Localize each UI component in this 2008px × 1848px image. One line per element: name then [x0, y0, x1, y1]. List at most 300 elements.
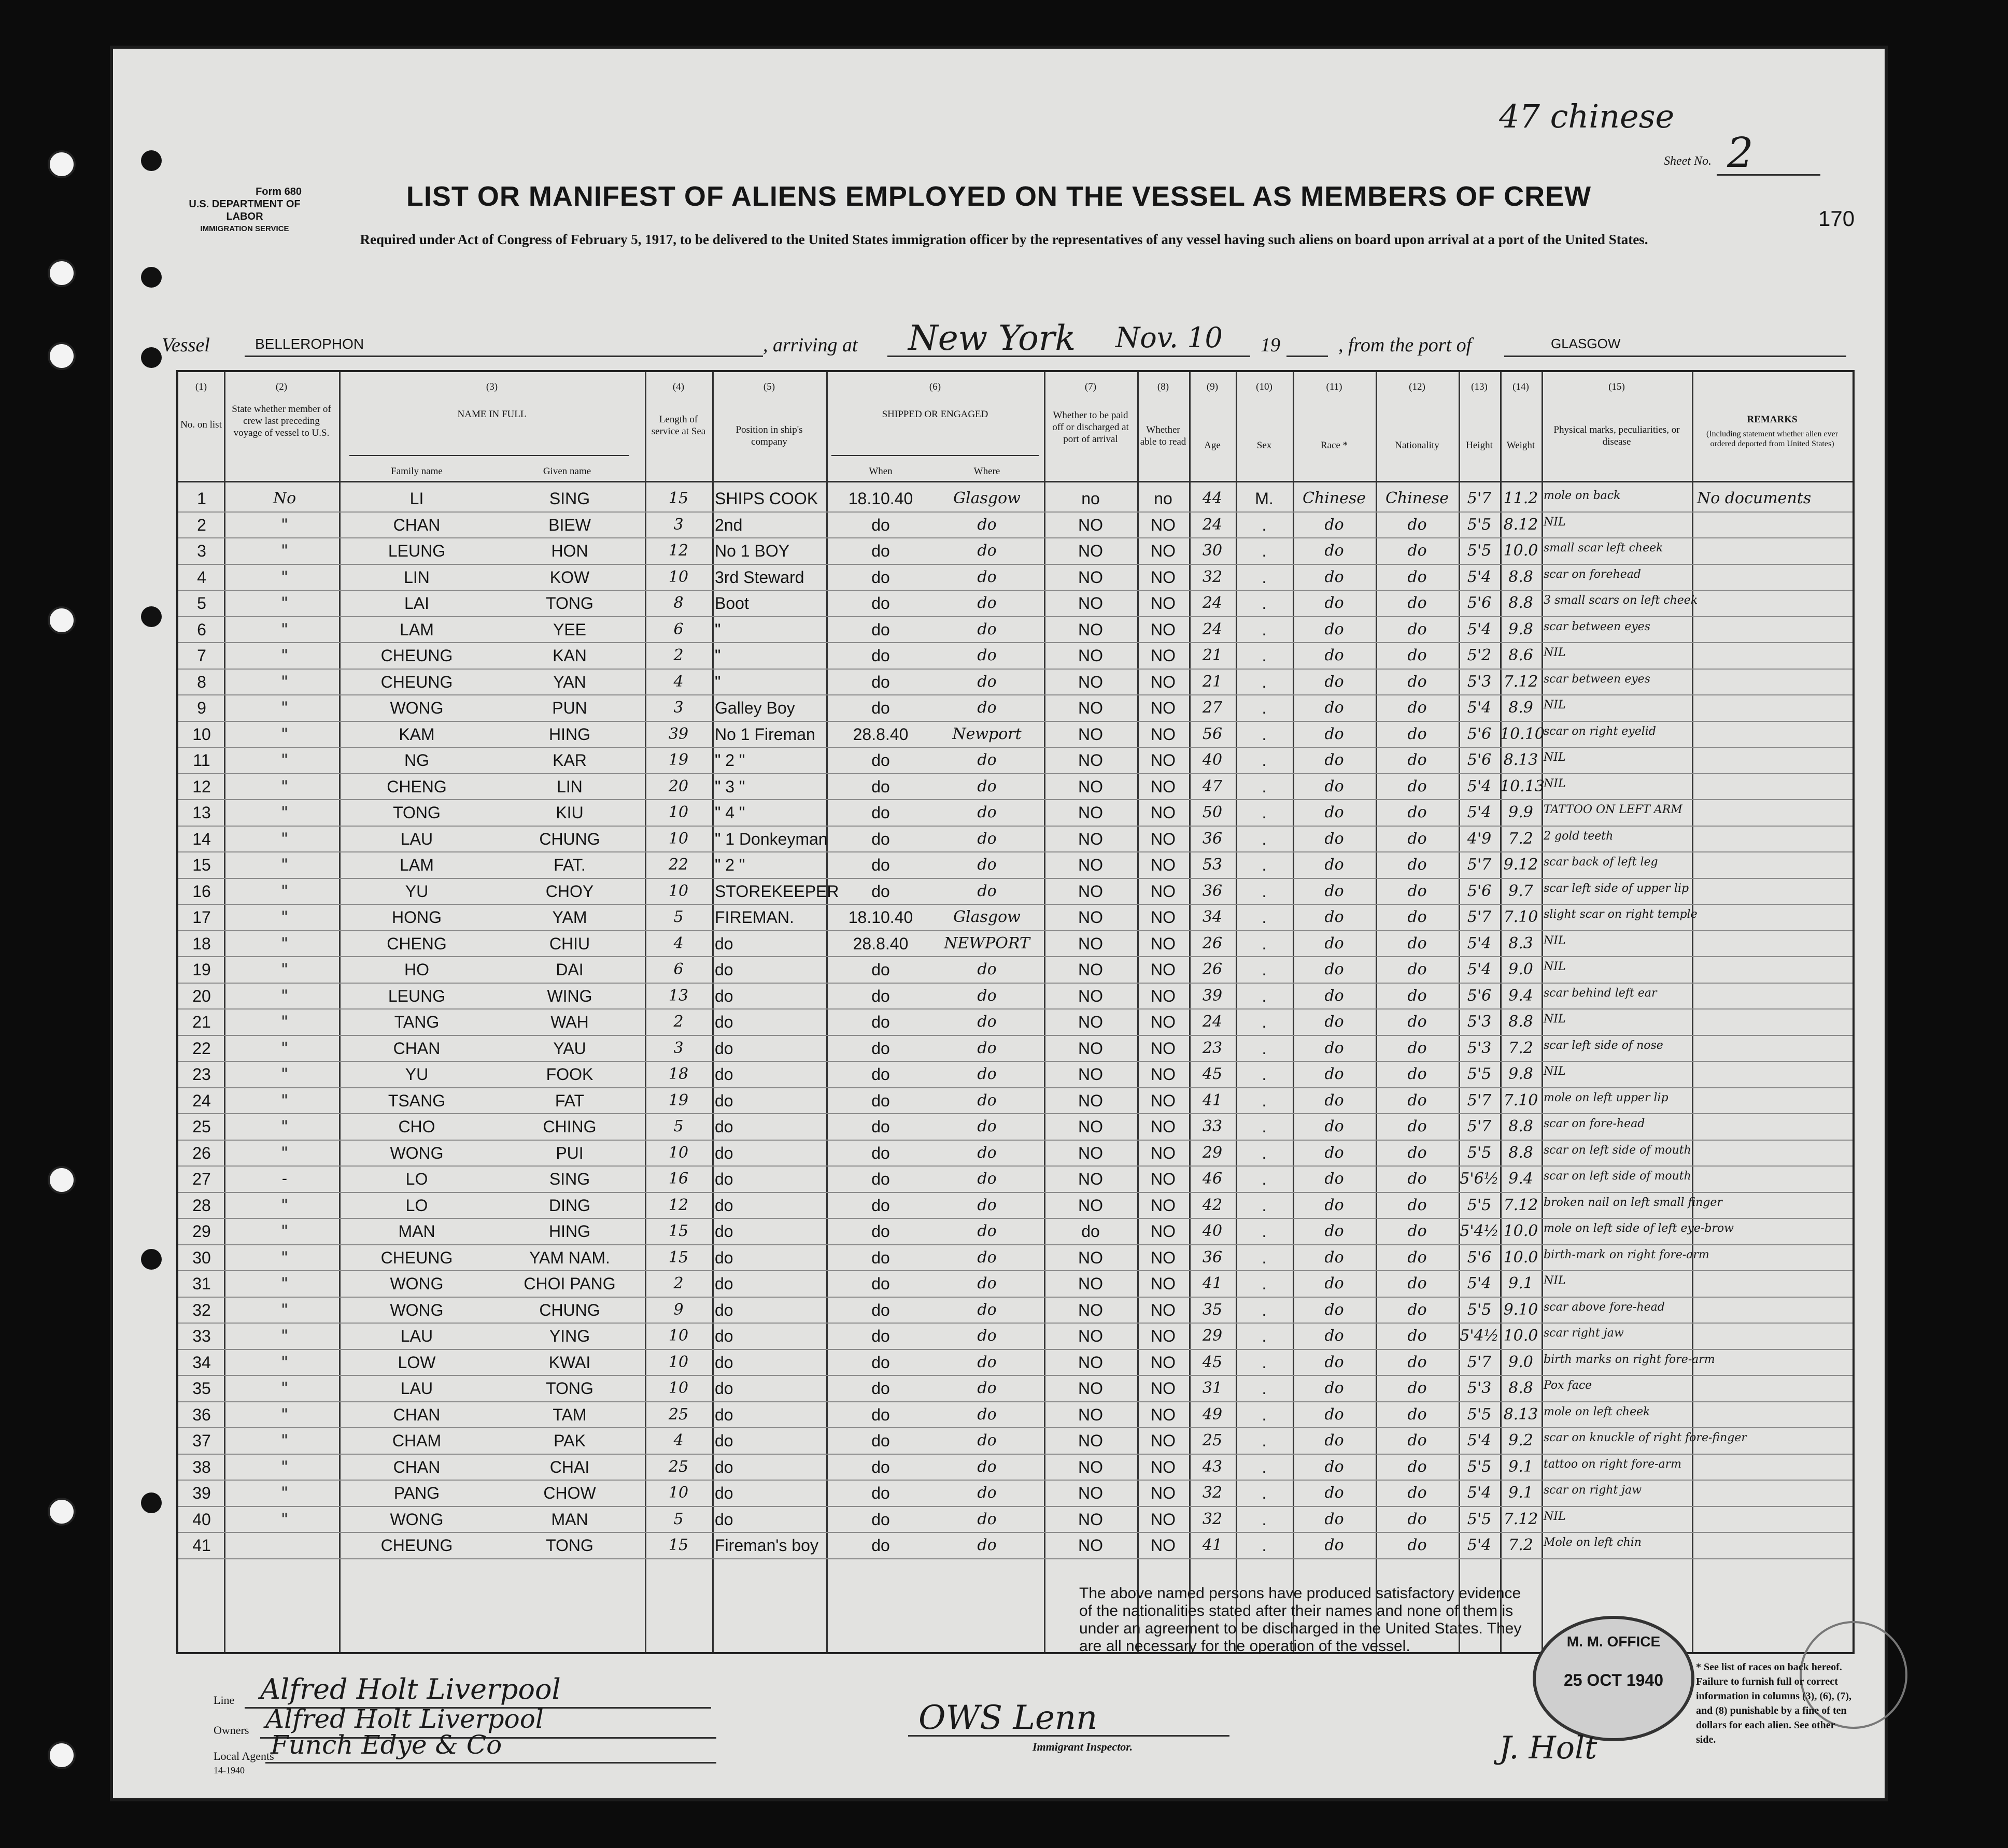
cell-family: HONG	[392, 908, 442, 927]
service-name: IMMIGRATION SERVICE	[200, 224, 289, 233]
sheet-number: 2	[1727, 129, 1754, 177]
row-rule	[178, 1270, 1853, 1271]
cell-race: do	[1324, 567, 1344, 586]
cell-sex: .	[1262, 646, 1267, 665]
cell-position: do	[715, 1143, 733, 1162]
cell-race: do	[1324, 1431, 1344, 1449]
cell-no: 12	[192, 777, 211, 796]
cell-height: 5'5	[1467, 1196, 1492, 1214]
cell-given: YAM	[552, 908, 587, 927]
cell-height: 5'4	[1467, 934, 1492, 953]
cell-height: 5'6	[1467, 1248, 1492, 1267]
cell-age: 41	[1202, 1091, 1223, 1110]
year-label: 19	[1261, 334, 1280, 356]
cell-nat: do	[1407, 1013, 1427, 1031]
cell-height: 5'5	[1467, 1143, 1492, 1162]
cell-marks: scar on right eyelid	[1544, 724, 1656, 738]
cell-age: 40	[1202, 751, 1223, 769]
cell-race: do	[1324, 1484, 1344, 1502]
cell-family: LO	[405, 1170, 428, 1188]
row-rule	[178, 930, 1853, 931]
cell-read: NO	[1151, 751, 1176, 770]
cell-weight: 8.8	[1508, 567, 1533, 586]
cell-given: WING	[547, 986, 592, 1005]
cell-age: 21	[1202, 646, 1223, 664]
cell-where: do	[977, 515, 997, 534]
header-last-voyage: State whether member of crew last preceding voyage of vessel to U.S.	[232, 404, 331, 438]
header-height: Height	[1466, 440, 1493, 451]
cell-read: NO	[1151, 699, 1176, 717]
cell-when: do	[871, 620, 890, 639]
cell-marks: scar behind left ear	[1544, 986, 1657, 1000]
cell-prev: -	[281, 1170, 288, 1188]
cell-family: WONG	[390, 1143, 444, 1162]
cell-weight: 9.1	[1508, 1457, 1533, 1476]
cell-where: do	[977, 542, 997, 560]
cell-given: KOW	[549, 567, 590, 587]
cell-given: PUI	[556, 1143, 584, 1162]
cell-no: 39	[192, 1484, 211, 1502]
agents-label: Local Agents	[214, 1750, 274, 1762]
cell-sex: .	[1262, 1536, 1267, 1555]
cell-marks: NIL	[1544, 751, 1566, 764]
cell-race: do	[1324, 751, 1344, 769]
cell-age: 36	[1202, 882, 1223, 900]
cell-race: do	[1324, 1091, 1344, 1110]
row-rule	[178, 1323, 1853, 1324]
cell-nat: do	[1407, 1065, 1427, 1083]
cell-paid: NO	[1078, 829, 1103, 848]
header-name-in-full: NAME IN FULL	[457, 409, 527, 420]
cell-read: NO	[1151, 646, 1176, 665]
cell-sex: .	[1262, 1484, 1267, 1502]
cell-read: NO	[1151, 829, 1176, 848]
cell-service: 10	[668, 567, 689, 586]
header-nationality: Nationality	[1395, 440, 1439, 451]
page-title: LIST OR MANIFEST OF ALIENS EMPLOYED ON THE VESSEL AS MEMBERS OF CREW	[406, 181, 1592, 212]
cell-position: do	[715, 1327, 733, 1345]
cell-read: NO	[1151, 1510, 1176, 1529]
cell-marks: NIL	[1544, 515, 1566, 529]
cell-nat: do	[1407, 960, 1427, 978]
cell-position: do	[715, 1300, 733, 1319]
cell-paid: NO	[1078, 594, 1103, 613]
cell-where: do	[977, 1117, 997, 1135]
cell-height: 5'3	[1467, 1039, 1492, 1057]
cell-service: 16	[668, 1170, 689, 1188]
cell-when: do	[871, 1353, 890, 1372]
cell-position: do	[715, 1065, 733, 1084]
cell-height: 5'3	[1467, 1379, 1492, 1397]
binder-punch	[141, 150, 162, 171]
cell-no: 40	[192, 1510, 211, 1529]
cell-when: do	[871, 1457, 890, 1476]
cell-given: CHIU	[549, 934, 590, 953]
cell-when: do	[871, 1431, 890, 1450]
cell-no: 17	[192, 908, 211, 927]
cell-paid: NO	[1078, 1013, 1103, 1031]
cell-no: 34	[192, 1353, 211, 1372]
row-rule	[178, 642, 1853, 643]
row-rule	[178, 1506, 1853, 1507]
cell-race: do	[1324, 986, 1344, 1005]
cell-weight: 9.2	[1508, 1431, 1533, 1449]
row-rule	[178, 799, 1853, 800]
cell-age: 49	[1202, 1405, 1223, 1424]
cell-paid: NO	[1078, 1196, 1103, 1215]
cell-when: do	[871, 1065, 890, 1084]
cell-paid: NO	[1078, 856, 1103, 874]
cell-family: TANG	[394, 1013, 440, 1031]
cell-paid: NO	[1078, 1353, 1103, 1372]
cell-age: 25	[1202, 1431, 1223, 1449]
cell-service: 39	[668, 724, 689, 743]
cell-given: CHUNG	[539, 1300, 600, 1319]
cell-family: NG	[404, 751, 429, 770]
cell-weight: 7.10	[1503, 908, 1538, 926]
cell-race: do	[1324, 856, 1344, 874]
cell-no: 18	[192, 934, 211, 953]
cell-age: 50	[1202, 803, 1223, 821]
cell-service: 3	[673, 1039, 684, 1057]
cell-prev: "	[281, 1484, 288, 1502]
cell-read: NO	[1151, 1091, 1176, 1110]
cell-height: 5'4	[1467, 960, 1492, 978]
departure-port: GLASGOW	[1551, 336, 1621, 351]
cell-no: 5	[197, 594, 206, 613]
cell-where: do	[977, 1300, 997, 1319]
cell-family: LAI	[404, 594, 430, 613]
manifest-page	[110, 46, 1888, 1801]
cell-age: 36	[1202, 1248, 1223, 1267]
cell-service: 5	[673, 908, 684, 926]
line-value: Alfred Holt Liverpool	[260, 1673, 561, 1705]
cell-prev: "	[281, 829, 288, 848]
cell-when: do	[871, 1248, 890, 1267]
col6-number: (6)	[929, 381, 941, 392]
cell-when: do	[871, 699, 890, 717]
cell-marks: scar between eyes	[1544, 672, 1650, 686]
cell-given: HING	[549, 724, 590, 744]
cell-paid: NO	[1078, 908, 1103, 927]
cell-nat: do	[1407, 515, 1427, 534]
cell-prev: "	[281, 1510, 288, 1528]
cell-service: 10	[668, 1327, 689, 1345]
cell-given: MAN	[551, 1510, 588, 1529]
row-rule	[178, 1087, 1853, 1088]
cell-age: 33	[1202, 1117, 1223, 1135]
cell-age: 36	[1202, 829, 1223, 848]
cell-where: do	[977, 1065, 997, 1083]
line-label: Line	[214, 1694, 235, 1707]
row-rule	[178, 1349, 1853, 1350]
header-no-on-list: No. on list	[180, 419, 222, 430]
cell-sex: .	[1262, 515, 1267, 534]
cell-weight: 7.12	[1503, 1196, 1538, 1214]
cell-paid: NO	[1078, 724, 1103, 744]
cell-family: WONG	[390, 1510, 444, 1529]
cell-height: 5'4	[1467, 1484, 1492, 1502]
col15-number: (15)	[1608, 381, 1625, 392]
cell-service: 2	[673, 646, 684, 664]
cell-when: 28.8.40	[853, 724, 909, 744]
cell-no: 13	[192, 803, 211, 822]
cell-age: 34	[1202, 908, 1223, 926]
cell-nat: do	[1407, 699, 1427, 717]
cell-paid: NO	[1078, 1039, 1103, 1058]
cell-weight: 7.10	[1503, 1091, 1538, 1110]
cell-nat: do	[1407, 672, 1427, 691]
cell-service: 19	[668, 1091, 689, 1110]
cell-nat: Chinese	[1385, 489, 1449, 507]
cell-service: 2	[673, 1274, 684, 1292]
cell-race: do	[1324, 620, 1344, 638]
cell-nat: do	[1407, 1327, 1427, 1345]
cell-paid: NO	[1078, 1117, 1103, 1136]
cell-sex: .	[1262, 1091, 1267, 1110]
col2-number: (2)	[275, 381, 288, 392]
cell-race: do	[1324, 515, 1344, 534]
cell-marks: scar left side of upper lip	[1544, 882, 1689, 895]
cell-sex: .	[1262, 1353, 1267, 1372]
cell-prev: "	[281, 1274, 288, 1292]
cell-read: NO	[1151, 1300, 1176, 1319]
header-race: Race *	[1320, 440, 1348, 451]
cell-weight: 8.8	[1508, 594, 1533, 612]
cell-age: 35	[1202, 1300, 1223, 1319]
cell-prev: "	[281, 542, 288, 560]
col8-number: (8)	[1157, 381, 1169, 392]
cell-weight: 10.0	[1503, 1248, 1538, 1267]
cell-paid: NO	[1078, 515, 1103, 534]
cell-family: CHAM	[392, 1431, 442, 1450]
cell-when: do	[871, 542, 890, 560]
cell-when: do	[871, 1510, 890, 1529]
row-rule	[178, 878, 1853, 879]
cell-position: do	[715, 1457, 733, 1476]
cell-position: do	[715, 1117, 733, 1136]
cell-no: 36	[192, 1405, 211, 1424]
cell-paid: NO	[1078, 542, 1103, 560]
vessel-line	[162, 318, 1846, 366]
cell-sex: .	[1262, 1379, 1267, 1398]
cell-read: NO	[1151, 1248, 1176, 1267]
cell-nat: do	[1407, 1117, 1427, 1135]
vessel-label: Vessel	[162, 334, 210, 356]
cell-family: CHENG	[387, 934, 447, 953]
cell-prev: "	[281, 567, 288, 586]
cell-given: TONG	[546, 1536, 593, 1555]
header-paid-off: Whether to be paid off or discharged at port of arrival	[1052, 410, 1129, 445]
cell-family: CHEUNG	[380, 672, 453, 691]
cell-weight: 8.8	[1508, 1143, 1533, 1162]
binder-punch	[141, 1492, 162, 1513]
cell-given: CHOY	[545, 882, 594, 901]
cell-race: do	[1324, 1353, 1344, 1371]
cell-where: do	[977, 1536, 997, 1554]
cell-race: do	[1324, 934, 1344, 953]
cell-sex: .	[1262, 1457, 1267, 1476]
cell-family: LI	[409, 489, 424, 508]
cell-sex: .	[1262, 1222, 1267, 1241]
cell-position: do	[715, 1248, 733, 1267]
cell-where: do	[977, 1274, 997, 1292]
cell-given: CHOW	[543, 1484, 596, 1502]
binder-hole	[48, 342, 76, 370]
header-physical-marks: Physical marks, peculiarities, or disease	[1553, 424, 1680, 447]
cell-height: 5'6	[1467, 882, 1492, 900]
col5-number: (5)	[763, 381, 775, 392]
cell-read: NO	[1151, 856, 1176, 874]
cell-when: do	[871, 803, 890, 822]
cell-service: 22	[668, 856, 689, 874]
row-rule	[178, 1061, 1853, 1062]
cell-sex: .	[1262, 1300, 1267, 1319]
cell-position: do	[715, 1274, 733, 1293]
cell-no: 26	[192, 1143, 211, 1162]
cell-sex: .	[1262, 542, 1267, 560]
cell-given: YING	[549, 1327, 590, 1345]
cell-service: 4	[673, 934, 684, 953]
cell-family: LAU	[400, 829, 433, 848]
cell-prev: "	[281, 672, 288, 691]
header-when: When	[869, 466, 893, 477]
cell-marks: slight scar on right temple	[1544, 908, 1698, 921]
cell-position: " 3 "	[715, 777, 745, 796]
cell-service: 10	[668, 829, 689, 848]
cell-sex: .	[1262, 672, 1267, 691]
cell-no: 31	[192, 1274, 211, 1293]
cell-race: do	[1324, 1327, 1344, 1345]
cell-paid: NO	[1078, 1065, 1103, 1084]
row-rule	[178, 616, 1853, 617]
cell-read: NO	[1151, 542, 1176, 560]
cell-prev: "	[281, 646, 288, 664]
cell-height: 5'4½	[1460, 1222, 1499, 1240]
cell-read: NO	[1151, 1143, 1176, 1162]
cell-paid: NO	[1078, 1431, 1103, 1450]
header-remarks: REMARKS	[1747, 414, 1798, 425]
cell-service: 6	[673, 960, 684, 978]
cell-height: 5'7	[1467, 1353, 1492, 1371]
cell-sex: .	[1262, 882, 1267, 901]
cell-sex: .	[1262, 594, 1267, 613]
cell-service: 8	[673, 594, 684, 612]
cell-nat: do	[1407, 1300, 1427, 1319]
cell-prev: "	[281, 882, 288, 900]
cell-height: 5'6½	[1460, 1170, 1499, 1188]
cell-given: CHING	[543, 1117, 597, 1136]
cell-nat: do	[1407, 646, 1427, 664]
cell-age: 53	[1202, 856, 1223, 874]
cell-age: 44	[1202, 489, 1223, 507]
cell-service: 15	[668, 1222, 689, 1240]
cell-no: 8	[197, 672, 206, 691]
cell-read: NO	[1151, 1013, 1176, 1031]
cell-nat: do	[1407, 620, 1427, 638]
binder-hole	[48, 259, 76, 287]
cell-position: 2nd	[715, 515, 743, 534]
cell-family: TONG	[393, 803, 441, 822]
cell-when: do	[871, 1091, 890, 1110]
cell-family: CHAN	[393, 1457, 441, 1476]
cell-height: 5'6	[1467, 594, 1492, 612]
cell-nat: do	[1407, 1248, 1427, 1267]
row-rule	[178, 1165, 1853, 1167]
cell-paid: NO	[1078, 1143, 1103, 1162]
cell-paid: NO	[1078, 1170, 1103, 1188]
cell-prev: "	[281, 620, 288, 638]
cell-race: do	[1324, 1248, 1344, 1267]
cell-age: 39	[1202, 986, 1223, 1005]
cell-family: LEUNG	[388, 542, 446, 560]
cell-position: do	[715, 986, 733, 1005]
cell-family: CHEUNG	[380, 646, 453, 665]
cell-service: 5	[673, 1510, 684, 1528]
cell-position: do	[715, 1091, 733, 1110]
cell-height: 5'4	[1467, 803, 1492, 821]
cell-age: 24	[1202, 620, 1223, 638]
cell-no: 9	[197, 699, 206, 717]
cell-height: 5'5	[1467, 1300, 1492, 1319]
cell-sex: .	[1262, 1510, 1267, 1529]
cell-remarks: No documents	[1697, 489, 1812, 507]
cell-given: KAR	[553, 751, 587, 770]
cell-weight: 10.10	[1500, 724, 1545, 743]
cell-race: do	[1324, 882, 1344, 900]
cell-marks: NIL	[1544, 699, 1566, 712]
cell-prev: No	[273, 489, 296, 507]
cell-given: CHOI PANG	[524, 1274, 616, 1293]
row-rule	[178, 1192, 1853, 1193]
row-rule	[178, 983, 1853, 984]
cell-race: do	[1324, 1457, 1344, 1476]
cell-given: YAM NAM.	[529, 1248, 610, 1267]
cell-service: 10	[668, 1143, 689, 1162]
cell-marks: scar between eyes	[1544, 620, 1650, 633]
cell-position: " 2 "	[715, 751, 745, 770]
cell-where: NEWPORT	[944, 934, 1030, 953]
cell-sex: .	[1262, 1117, 1267, 1136]
cell-service: 6	[673, 620, 684, 638]
binder-punch	[141, 347, 162, 368]
cell-marks: Mole on left chin	[1544, 1536, 1642, 1549]
cell-age: 41	[1202, 1536, 1223, 1554]
cell-race: do	[1324, 1170, 1344, 1188]
cell-sex: .	[1262, 934, 1267, 953]
cell-weight: 10.0	[1503, 542, 1538, 560]
cell-race: do	[1324, 724, 1344, 743]
cell-given: SING	[549, 1170, 590, 1188]
cell-read: no	[1154, 489, 1172, 508]
cell-prev: "	[281, 1327, 288, 1345]
penalty-text: * See list of races on back hereof. Failure to furnish full or correct information in columns (3), (6), (7), and (8) punishable by a fine of ten dollars for each alien. See other side.	[1696, 1661, 1851, 1745]
cell-sex: .	[1262, 751, 1267, 770]
cell-sex: .	[1262, 856, 1267, 874]
cell-when: do	[871, 1300, 890, 1319]
cell-age: 26	[1202, 934, 1223, 953]
cell-race: do	[1324, 1536, 1344, 1554]
binder-hole	[48, 1498, 76, 1526]
row-rule	[178, 1401, 1853, 1402]
cell-service: 20	[668, 777, 689, 795]
cell-height: 5'7	[1467, 489, 1492, 507]
cell-no: 6	[197, 620, 206, 639]
cell-prev: "	[281, 1013, 288, 1031]
cell-when: do	[871, 1379, 890, 1398]
cell-given: BIEW	[548, 515, 591, 534]
cell-position: do	[715, 1484, 733, 1502]
